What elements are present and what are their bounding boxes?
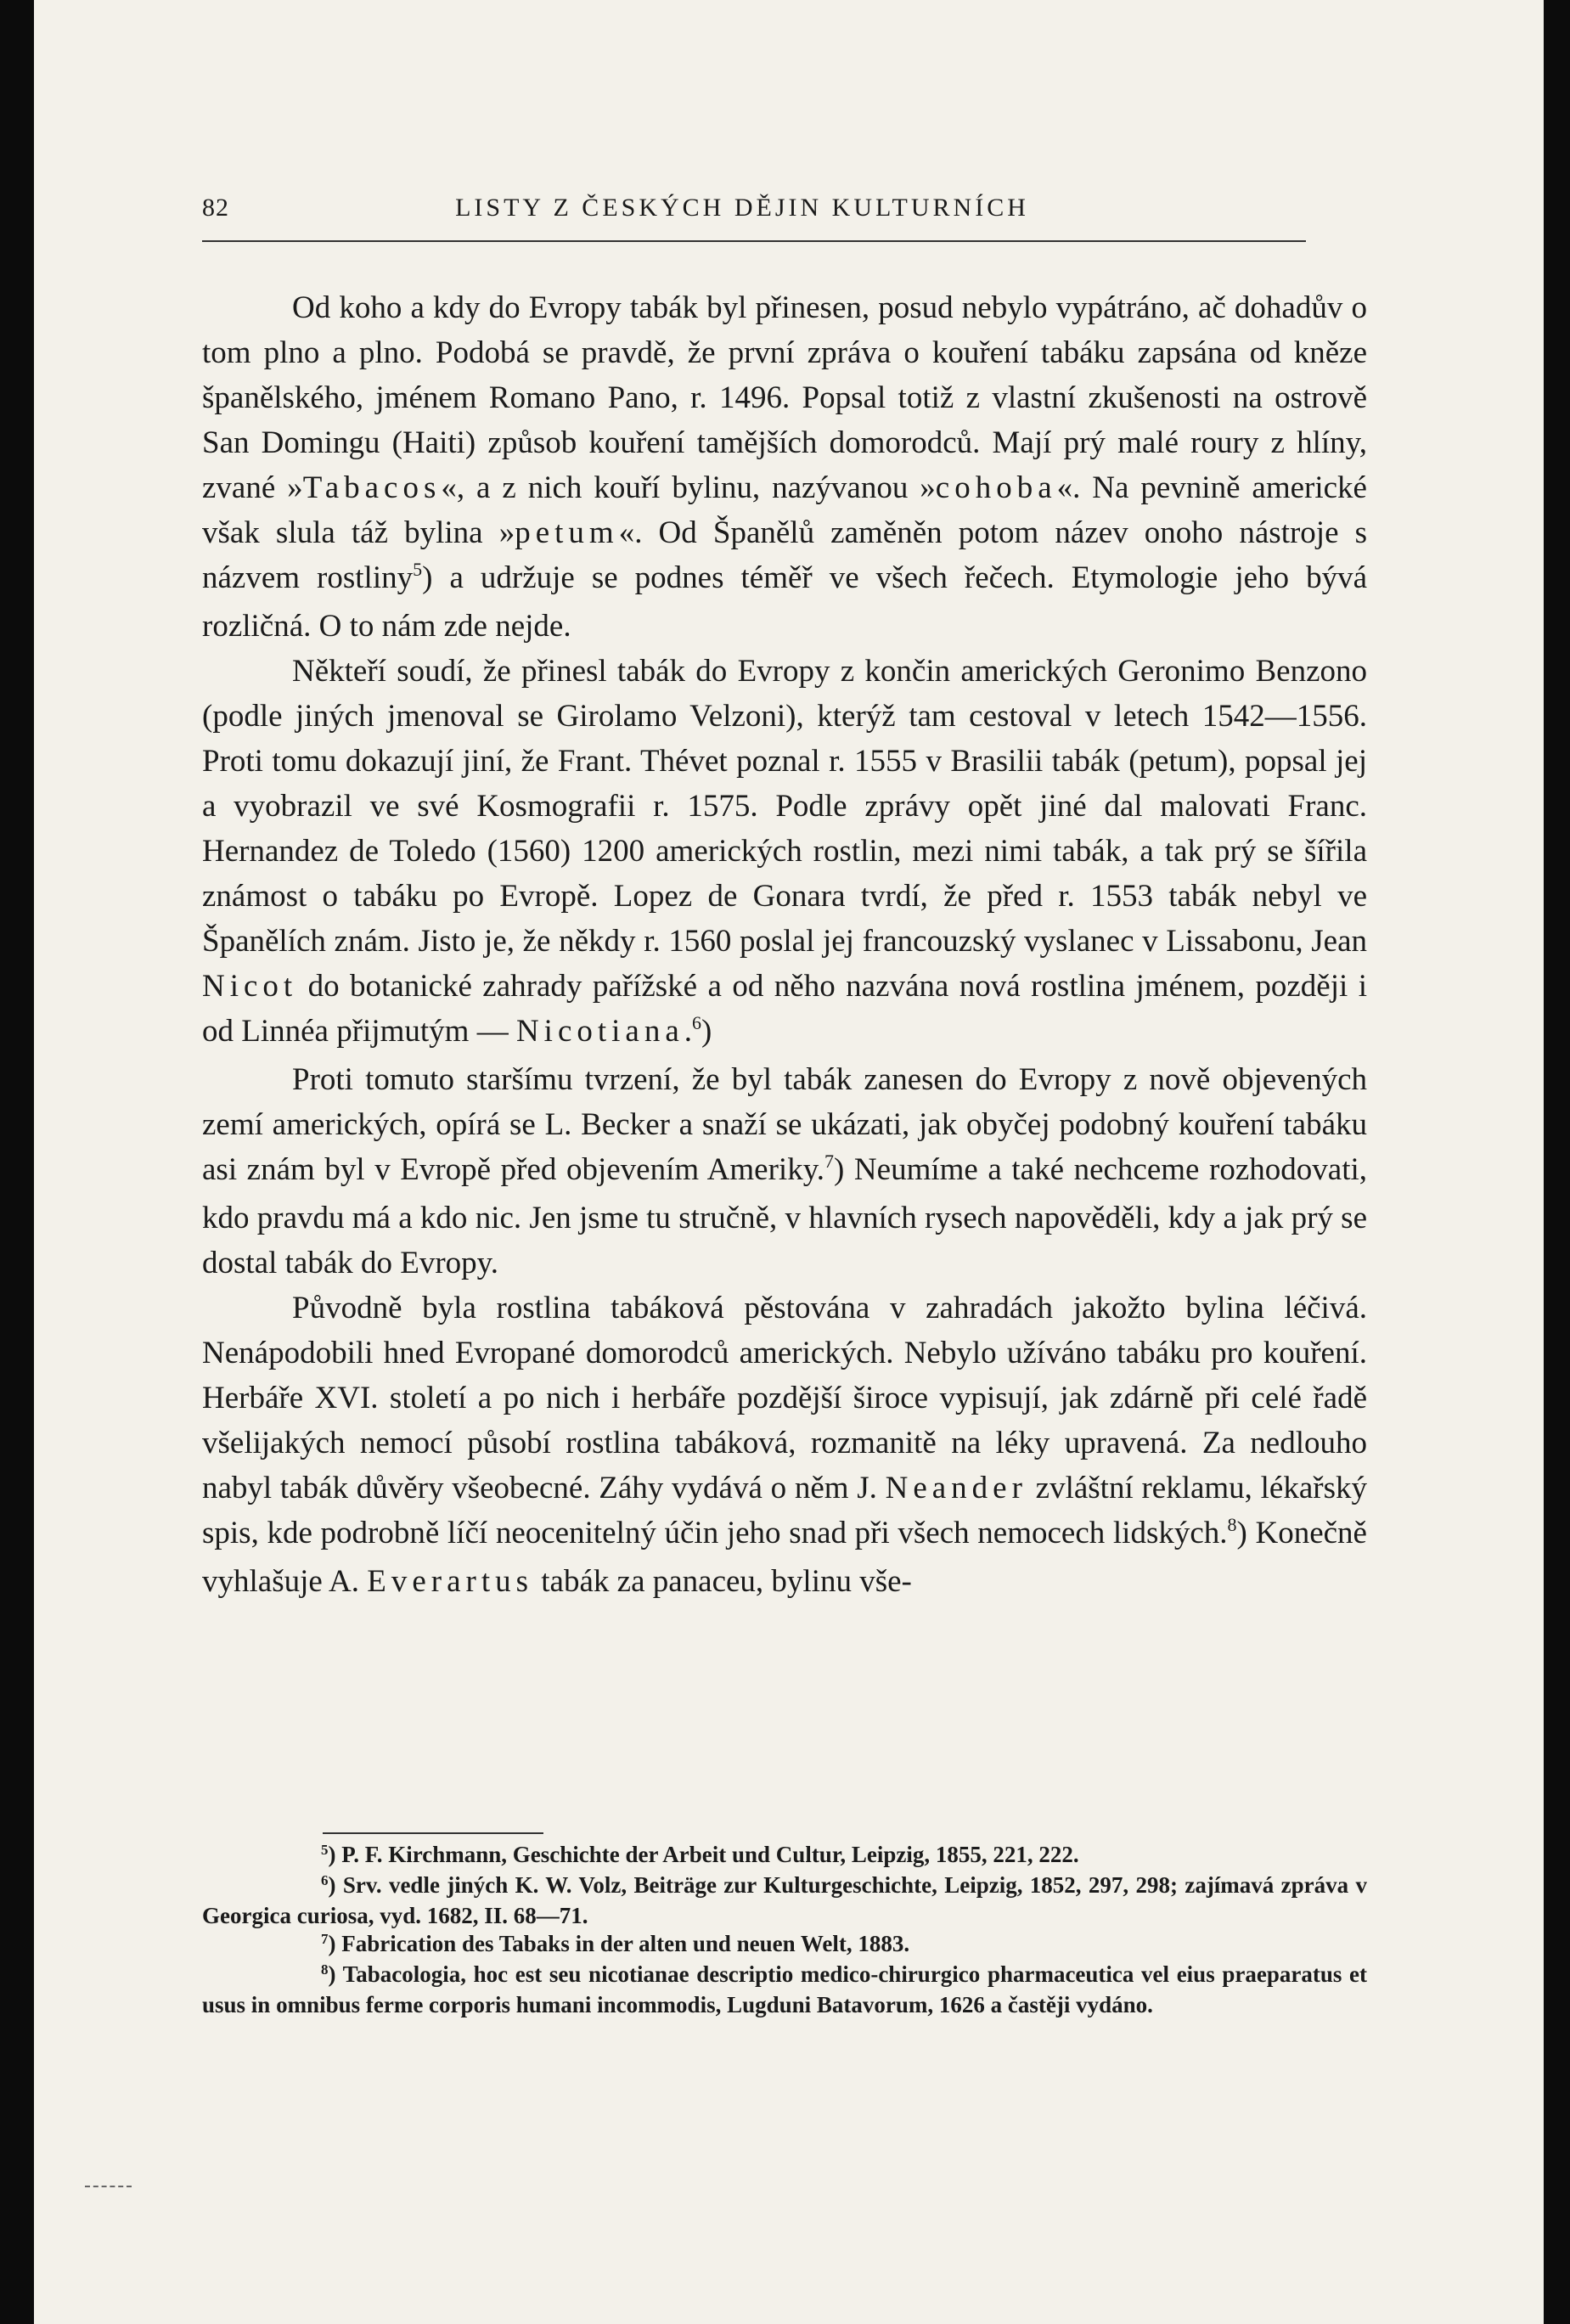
paragraph	[202, 1057, 1367, 1286]
footnote-text: Tabacologia, hoc est seu nicotianae descriptio medico-chirurgico pharmaceutica vel eius praeparatus et usus in omnibus ferme corporis humani incommodis, Lugduni Batavorum, 1626 a častěji vydáno.	[202, 1961, 1367, 2017]
footnote: $^5$) P. F. Kirchmann, Geschichte der Arbeit und Cultur, Leipzig, 1855, 221, 222.	[321, 1842, 1079, 1867]
text-run: «. Na pevnině americké však slula táž bylina »	[202, 470, 1367, 550]
spaced-name: Everartus	[367, 1564, 534, 1599]
paragraph	[202, 1286, 1367, 1604]
scan-mark	[85, 2186, 132, 2187]
spaced-name: petum	[515, 515, 619, 550]
running-title: LISTY Z ČESKÝCH DĚJIN KULTURNÍCH	[455, 194, 1029, 222]
text-run: ) Konečně vyhlašuje A.	[202, 1516, 1367, 1599]
text-run: ) Neumíme a také nechceme rozhodovati, kdo pravdu má a kdo nic. Jen jsme tu stručně, v hlavních rysech napověděli, kdy a jak prý se dostal tabák do Evropy.	[202, 1152, 1367, 1280]
page-header	[202, 194, 1282, 236]
body-text	[202, 285, 1367, 1604]
text-run: «. Od Španělů zaměněn potom název onoho nástroje s názvem rostliny	[202, 515, 1367, 595]
text-run: zvláštní reklamu, lékařský spis, kde podrobně líčí neocenitelný účin jeho snad při všech nemocech lidských.	[202, 1471, 1367, 1550]
text-run: .	[684, 1014, 693, 1049]
footnote-text: Srv. vedle jiných K. W. Volz, Beiträge zur Kulturgeschichte, Leipzig, 1852, 297, 298; zajímavá zpráva v Georgica curiosa, vyd. 1682, II. 68—71.	[202, 1872, 1367, 1928]
text-run: Původně byla rostlina tabáková pěstována v zahradách jakožto bylina léčivá. Nenápodobili hned Evropané domorodců amerických. Nebylo užíváno tabáku pro kouření. Herbáře XVI. století a po nich i herbáře pozdější široce vypisují, jak zdárně při celé řadě všelijakých nemocí působí rostlina tabáková, rozmanitě na léky upravená. Za nedlouho nabyl tabák důvěry všeobecné. Záhy vydává o něm J.	[202, 1291, 1367, 1505]
footnote-ref: 8	[1227, 1514, 1237, 1535]
text-run: ) a udržuje se podnes téměř ve všech řečech. Etymologie jeho bývá rozličná. O to nám zde nejde.	[202, 560, 1367, 644]
page-number: 82	[202, 194, 229, 222]
spaced-name: Neander	[885, 1471, 1027, 1505]
footnote-number: 8	[321, 1961, 329, 1978]
spaced-name: Tabacos	[302, 470, 442, 505]
text-run: )	[701, 1014, 712, 1049]
spaced-name: cohoba	[935, 470, 1057, 505]
footnote: $^6$) Srv. vedle jiných K. W. Volz, Beiträge zur Kulturgeschichte, Leipzig, 1852, 297, 298; zajímavá zpráva v Georgica curiosa, vyd. 1682, II. 68—71.	[202, 1872, 1367, 1928]
text-run: tabák za panaceu, bylinu vše-	[533, 1564, 912, 1599]
spaced-name: Nicotiana	[515, 1014, 684, 1049]
header-rule	[202, 240, 1306, 242]
paragraph	[202, 649, 1367, 1057]
footnote-number: 6	[321, 1872, 329, 1888]
text-run: «, a z nich kouří bylinu, nazývanou »	[441, 470, 936, 505]
text-run: Někteří soudí, že přinesl tabák do Evropy z končin amerických Geronimo Benzono (podle jiných jmenoval se Girolamo Velzoni), kterýž tam cestoval v letech 1542—1556. Proti tomu dokazují jiní, že Frant. Thévet poznal r. 1555 v Brasilii tabák (petum), popsal jej a vyobrazil ve své Kosmografii r. 1575. Podle zprávy opět jiné dal malovati Franc. Hernandez de Toledo (1560) 1200 amerických rostlin, mezi nimi tabák, a tak prý se šířila známost o tabáku po Evropě. Lopez de Gonara tvrdí, že před r. 1553 tabák nebyl ve Španělích znám. Jisto je, že někdy r. 1560 poslal jej francouzský vyslanec v Lissabonu, Jean	[202, 654, 1367, 959]
footnote-ref: 7	[824, 1151, 835, 1172]
footnote-text: Fabrication des Tabaks in der alten und neuen Welt, 1883.	[341, 1931, 910, 1956]
footnote: $^7$) Fabrication des Tabaks in der alten und neuen Welt, 1883.	[321, 1931, 910, 1956]
text-run: Proti tomuto staršímu tvrzení, že byl tabák zanesen do Evropy z nově objevených zemí amerických, opírá se L. Becker a snaží se ukázati, jak obyčej podobný kouření tabáku asi znám byl v Evropě před objevením Ameriky.	[202, 1062, 1367, 1187]
text-run: do botanické zahrady pařížské a od něho nazvána nová rostlina jménem, později i od Linnéa přijmutým —	[202, 969, 1367, 1049]
footnote-number: 7	[321, 1931, 329, 1947]
footnote-rule	[323, 1832, 543, 1834]
footnote-ref: 5	[413, 559, 423, 580]
paragraph	[202, 285, 1367, 649]
footnote-number: 5	[321, 1842, 329, 1858]
footnote-text: P. F. Kirchmann, Geschichte der Arbeit und Cultur, Leipzig, 1855, 221, 222.	[341, 1842, 1079, 1867]
footnote: $^8$) Tabacologia, hoc est seu nicotianae descriptio medico-chirurgico pharmaceutica vel eius praeparatus et usus in omnibus ferme corporis humani incommodis, Lugduni Batavorum, 1626 a častěji vydáno.	[202, 1961, 1367, 2017]
footnote-ref: 6	[692, 1012, 702, 1033]
spaced-name: Nicot	[202, 969, 298, 1004]
text-run: Od koho a kdy do Evropy tabák byl přinesen, posud nebylo vypátráno, ač dohadův o tom plno a plno. Podobá se pravdě, že první zpráva o kouření tabáku zapsána od kněze španělského, jménem Romano Pano, r. 1496. Popsal totiž z vlastní zkušenosti na ostrově San Domingu (Haiti) způsob kouření tamějších domorodců. Mají prý malé roury z hlíny, zvané »	[202, 290, 1367, 505]
footnotes	[202, 1841, 1367, 2019]
